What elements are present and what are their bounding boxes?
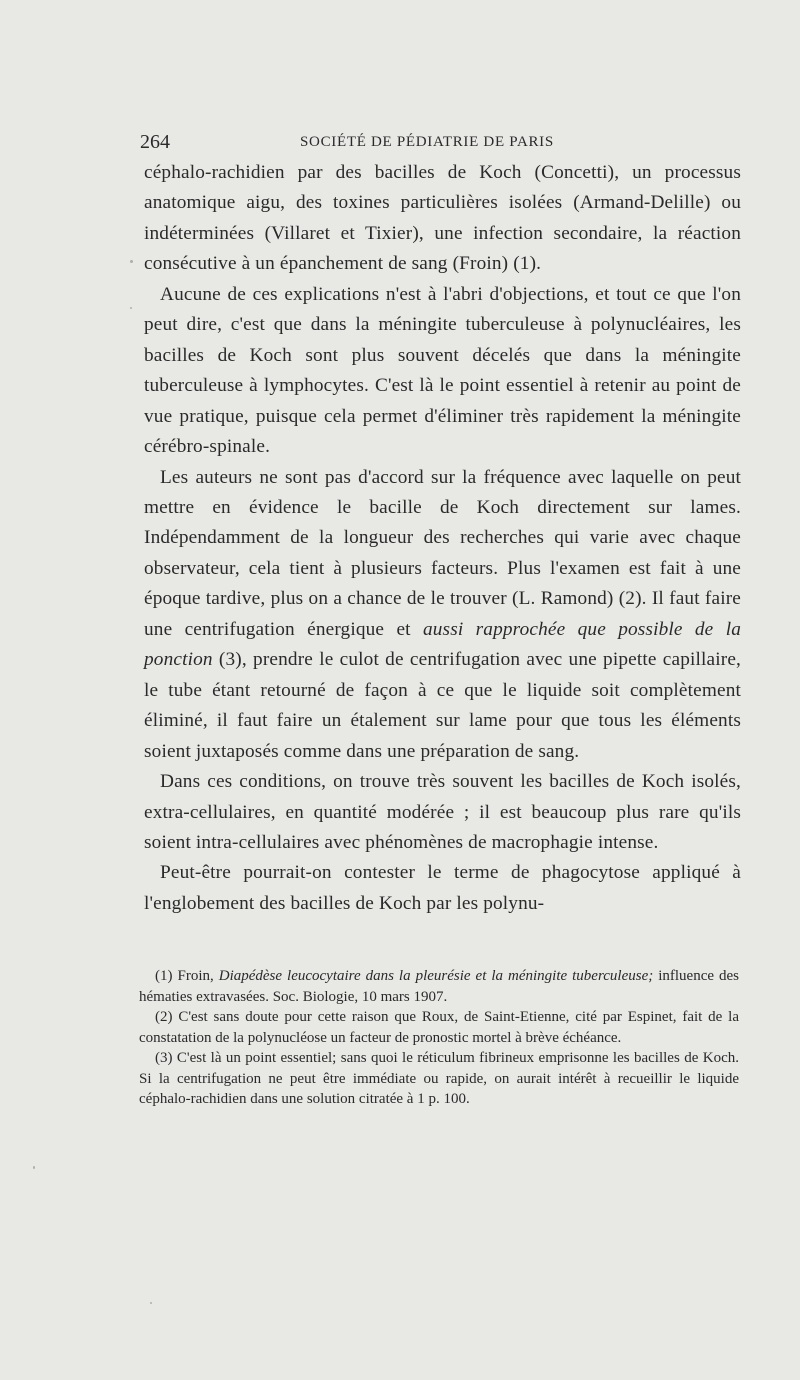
paragraph-3-italic: aussi rapprochée que possible de la ponction: [144, 618, 741, 671]
paper-speck: [33, 1166, 35, 1169]
footnote-1: [139, 966, 739, 1007]
footnote-2: (2) C'est sans doute pour cette raison que Roux, de Saint-Etienne, cité par Espinet, fait de la constatation de la polynucléose un facteur de pronostic mortel à brève échéance.: [139, 1009, 739, 1046]
footnote-1-marker: (1) Froin,: [155, 968, 219, 984]
paragraph-3: [144, 463, 741, 768]
body-text: [144, 158, 741, 919]
paragraph-3-start: Les auteurs ne sont pas d'accord sur la fréquence avec laquelle on peut mettre en évidence le bacille de Koch directement sur lames. Indépendamment de la longueur des recherches qui varie avec chaque observateur, cela tient à plusieurs facteurs. Plus l'examen est fait à une époque tardive, plus on a chance de le trouver (L. Ramond) (2). Il faut faire une centrifugation énergique et: [144, 466, 741, 640]
paper-speck: [130, 307, 132, 309]
footnote-1-title: Diapédèse leucocytaire dans la pleurésie et la méningite tuberculeuse;: [218, 968, 654, 984]
paragraph-2: Aucune de ces explications n'est à l'abri d'objections, et tout ce que l'on peut dire, c'est que dans la méningite tuberculeuse à polynucléaires, les bacilles de Koch sont plus souvent décelés que dans la méningite tuberculeuse à lymphocytes. C'est là le point essentiel à retenir au point de vue pratique, puisque cela permet d'éliminer très rapidement la méningite cérébro-spinale.: [144, 283, 741, 458]
page-header: [140, 131, 740, 155]
footnote-1-rest: influence des hématies extravasées. Soc. Biologie, 10 mars 1907.: [139, 968, 740, 1005]
footnote-3: (3) C'est là un point essentiel; sans quoi le réticulum fibrineux emprisonne les bacilles de Koch. Si la centrifugation ne peut être immédiate ou rapide, on aurait intérêt à recueillir le liquide céphalo-rachidien dans une solution citratée à 1 p. 100.: [139, 1050, 739, 1107]
page-number: 264: [140, 131, 170, 153]
paragraph-1: céphalo-rachidien par des bacilles de Koch (Concetti), un processus anatomique aigu, des toxines particulières isolées (Armand-Delille) ou indéterminées (Villaret et Tixier), une infection secondaire, la réaction consécutive à un épanchement de sang (Froin) (1).: [144, 162, 741, 275]
paper-speck: [130, 260, 133, 263]
paragraph-3-end: (3), prendre le culot de centrifugation avec une pipette capillaire, le tube étant retourné de façon à ce que le liquide soit complètement éliminé, il faut faire un étalement sur lame pour que tous les éléments soient juxtaposés comme dans une préparation de sang.: [144, 649, 741, 762]
paragraph-4: Dans ces conditions, on trouve très souvent les bacilles de Koch isolés, extra-cellulaires, en quantité modérée ; il est beaucoup plus rare qu'ils soient intra-cellulaires avec phénomènes de macrophagie intense.: [144, 771, 741, 853]
paragraph-5: Peut-être pourrait-on contester le terme de phagocytose appliqué à l'englobement des bacilles de Koch par les polynu-: [144, 862, 741, 914]
running-title: SOCIÉTÉ DE PÉDIATRIE DE PARIS: [300, 134, 554, 150]
footnotes: [139, 966, 739, 1110]
paper-speck: [150, 1302, 152, 1304]
